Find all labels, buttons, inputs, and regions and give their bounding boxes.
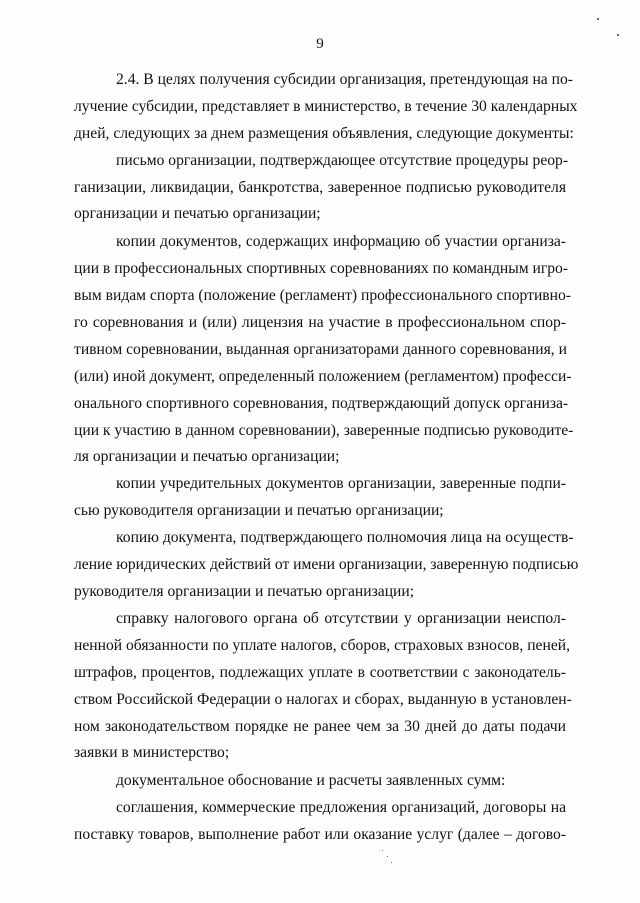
scan-speck: [382, 850, 383, 851]
paragraph-line: ля организации и печатью организации;: [74, 448, 340, 465]
scan-speck: [391, 862, 392, 863]
paragraph-line: дней, следующих за днем размещения объявления, следующие документы:: [74, 125, 574, 142]
paragraph-line: ном законодательством порядке не ранее чем за 30 дней до даты подачи: [74, 718, 566, 735]
paragraph-line: лучение субсидии, представляет в министерство, в течение 30 календарных: [74, 98, 578, 115]
paragraph-line: копию документа, подтверждающего полномочия лица на осуществ-: [116, 529, 574, 546]
paragraph-line: организации и печатью организации;: [74, 205, 321, 222]
paragraph-line: ление юридических действий от имени организации, заверенную подписью: [74, 556, 579, 573]
page-number: 9: [316, 36, 324, 52]
paragraph-line: руководителя организации и печатью организации;: [74, 583, 415, 600]
paragraph-line: соглашения, коммерческие предложения организаций, договоры на: [116, 799, 566, 816]
paragraph-line: ством Российской Федерации о налогах и сборах, выданную в установлен-: [74, 691, 572, 708]
paragraph-line: тивном соревновании, выданная организаторами данного соревнования, и: [74, 341, 567, 358]
paragraph-line: го соревнования и (или) лицензия на участие в профессиональном спор-: [74, 314, 566, 331]
scan-speck: [617, 34, 619, 36]
paragraph-line: ганизации, ликвидации, банкротства, заверенное подписью руководителя: [74, 179, 566, 196]
paragraph-line: копии учредительных документов организации, заверенные подпи-: [116, 475, 566, 492]
paragraph-line: 2.4. В целях получения субсидии организация, претендующая на по-: [116, 71, 573, 88]
paragraph-line: письмо организации, подтверждающее отсутствие процедуры реор-: [116, 152, 569, 169]
paragraph-line: ции в профессиональных спортивных соревнованиях по командным игро-: [74, 260, 569, 277]
paragraph-line: ции к участию в данном соревновании), заверенные подписью руководите-: [74, 422, 574, 439]
paragraph-line: копии документов, содержащих информацию об участии организа-: [116, 233, 566, 250]
paragraph-line: справку налогового органа об отсутствии у организации неиспол-: [116, 610, 566, 627]
paragraph-line: сью руководителя организации и печатью организации;: [74, 502, 444, 519]
paragraph-line: ненной обязанности по уплате налогов, сборов, страховых взносов, пеней,: [74, 637, 570, 654]
paragraph-line: поставку товаров, выполнение работ или оказание услуг (далее – догово-: [74, 826, 566, 843]
paragraph-line: штрафов, процентов, подлежащих уплате в соответствии с законодатель-: [74, 664, 566, 681]
scan-speck: [597, 18, 599, 20]
paragraph-line: (или) иной документ, определенный положением (регламентом) професси-: [74, 368, 572, 385]
paragraph-line: вым видам спорта (положение (регламент) профессионального спортивно-: [74, 287, 571, 304]
paragraph-line: документальное обоснование и расчеты заявленных сумм:: [116, 772, 506, 789]
scan-speck: [387, 856, 388, 857]
paragraph-line: онального спортивного соревнования, подтверждающий допуск организа-: [74, 395, 569, 412]
paragraph-line: заявки в министерство;: [74, 744, 230, 761]
